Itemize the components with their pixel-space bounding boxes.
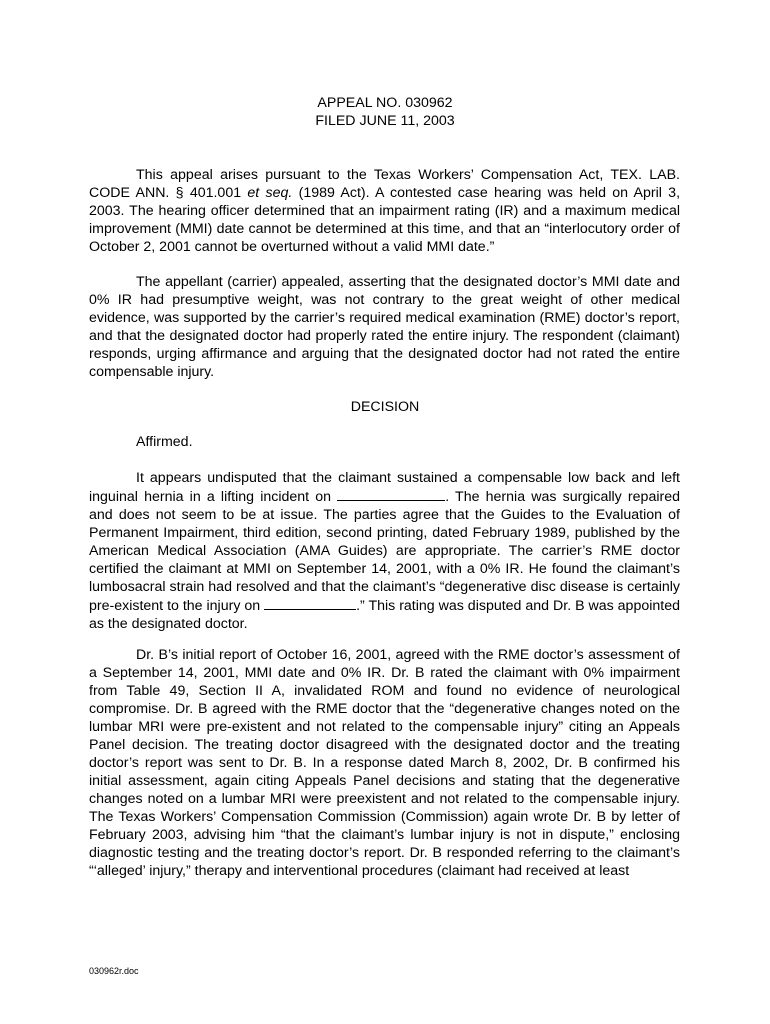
footer-filename: 030962r.doc	[89, 966, 139, 976]
appeal-number: APPEAL NO. 030962	[317, 95, 453, 111]
affirmed-line: Affirmed.	[136, 434, 193, 450]
paragraph-designated-doctor: Dr. B’s initial report of October 16, 2001, agreed with the RME doctor’s assessment of a September 14, 2001, MMI date and 0% IR. Dr. B rated the claimant with 0% impairment from Table 49, Section II A, invalidated ROM and found no evidence of neurological compromise. Dr. B agreed with the RME doctor that the “degenerative changes noted on the lumbar MRI were pre-existent and not related to the compensable injury” citing an Appeals Panel decision. The treating doctor disagreed with the designated doctor and the treating doctor’s report was sent to Dr. B. In a response dated March 8, 2002, Dr. B confirmed his initial assessment, again citing Appeals Panel decisions and stating that the degenerative changes noted on a lumbar MRI were preexistent and not related to the compensable injury. The Texas Workers’ Compensation Commission (Commission) again wrote Dr. B by letter of February 2003, advising him “that the claimant’s lumbar injury is not in dispute,” enclosing diagnostic testing and the treating doctor’s report. Dr. B responded referring to the claimant’s “‘alleged’ injury,” therapy and interventional procedures (claimant had received at least	[89, 647, 680, 879]
facts-text-c: .” This rating was disputed and Dr. B was appointed as the designated doctor.	[89, 598, 680, 632]
facts-text-a: It appears undisputed that the claimant sustained a compensable low back and left inguinal hernia in a lifting incident on	[89, 470, 680, 505]
intro-text-c: (1989 Act). A contested case hearing was held on April 3, 2003. The hearing officer determined that an impairment rating (IR) and a maximum medical improvement (MMI) date cannot be determined at this time, and that an “interlocutory order of October 2, 2001 cannot be overturned without a valid MMI date.”	[89, 185, 681, 255]
facts-text-b: . The hernia was surgically repaired and does not seem to be at issue. The parties agree that the Guides to the Evaluation of Permanent Impairment, third edition, second printing, dated February 1989, published by the American Medical Association (AMA Guides) are appropriate. The carrier’s RME doctor certified the claimant at MMI on September 14, 2001, with a 0% IR. He found the claimant’s lumbosacral strain had resolved and that the claimant’s “degenerative disc disease is certainly pre-existent to the injury on	[89, 489, 680, 614]
redacted-date-blank	[337, 487, 445, 501]
paragraph-facts	[89, 469, 680, 633]
paragraph-intro	[89, 166, 680, 256]
intro-et-seq: et seq.	[247, 185, 293, 201]
redacted-date-blank-2	[264, 596, 356, 610]
paragraph-appeal: The appellant (carrier) appealed, asserting that the designated doctor’s MMI date and 0% IR had presumptive weight, was not contrary to the great weight of other medical evidence, was supported by the carrier’s required medical examination (RME) doctor’s report, and that the designated doctor had properly rated the entire injury. The respondent (claimant) responds, urging affirmance and arguing that the designated doctor had not rated the entire compensable injury.	[89, 274, 680, 380]
filed-date: FILED JUNE 11, 2003	[315, 113, 455, 129]
decision-heading: DECISION	[350, 399, 420, 415]
intro-text-a: This appeal arises pursuant to the Texas Workers’ Compensation Act, TEX. LAB. CODE ANN. § 401.001	[89, 167, 680, 201]
